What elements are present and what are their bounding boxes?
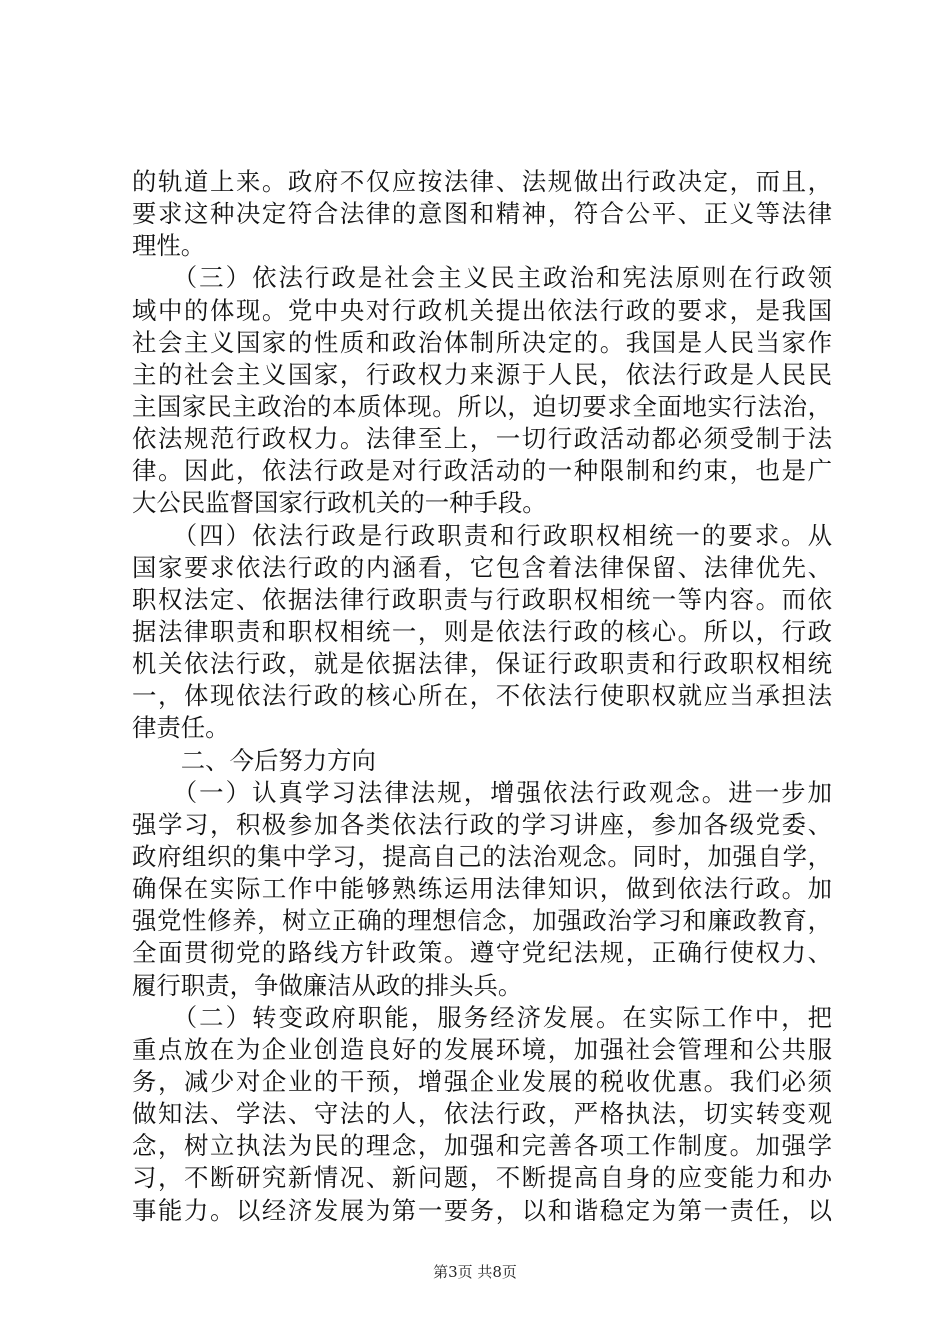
text-line: 大公民监督国家行政机关的一种手段。 (132, 488, 547, 518)
text-line: 国家要求依法行政的内涵看，它包含着法律保留、法律优先、 (132, 552, 832, 582)
text-line: 律责任。 (132, 713, 230, 743)
text-line: 确保在实际工作中能够熟练运用法律知识，做到依法行政。加 (132, 874, 832, 904)
text-line: 重点放在为企业创造良好的发展环境，加强社会管理和公共服 (132, 1034, 832, 1064)
text-line: （二）转变政府职能，服务经济发展。在实际工作中，把 (132, 1002, 832, 1032)
text-line: 主的社会主义国家，行政权力来源于人民，依法行政是人民民 (132, 359, 832, 389)
text-line: 做知法、学法、守法的人，依法行政，严格执法，切实转变观 (132, 1099, 832, 1129)
text-line: 履行职责，争做廉洁从政的排头兵。 (132, 970, 523, 1000)
text-line: 政府组织的集中学习，提高自己的法治观念。同时，加强自学， (132, 841, 832, 871)
text-line: 律。因此，依法行政是对行政活动的一种限制和约束，也是广 (132, 456, 832, 486)
section-heading: 二、今后努力方向 (132, 745, 376, 775)
text-line: 的轨道上来。政府不仅应按法律、法规做出行政决定，而且， (132, 167, 832, 196)
text-line: 职权法定、依据法律行政职责与行政职权相统一等内容。而依 (132, 584, 832, 614)
text-line: 念，树立执法为民的理念，加强和完善各项工作制度。加强学 (132, 1131, 832, 1161)
text-line: 强党性修养，树立正确的理想信念，加强政治学习和廉政教育， (132, 906, 832, 936)
text-line: 域中的体现。党中央对行政机关提出依法行政的要求，是我国 (132, 295, 832, 325)
text-line: 一，体现依法行政的核心所在，不依法行使职权就应当承担法 (132, 681, 832, 711)
text-line: 习，不断研究新情况、新问题，不断提高自身的应变能力和办 (132, 1163, 832, 1193)
text-line: （四）依法行政是行政职责和行政职权相统一的要求。从 (132, 520, 832, 550)
text-line: 要求这种决定符合法律的意图和精神，符合公平、正义等法律 (132, 199, 832, 229)
text-line: 据法律职责和职权相统一，则是依法行政的核心。所以，行政 (132, 616, 832, 646)
text-line: 理性。 (132, 231, 206, 261)
page-number-footer: 第3页 共8页 (433, 1263, 517, 1281)
text-line: 依法规范行政权力。法律至上，一切行政活动都必须受制于法 (132, 424, 832, 454)
text-line: （一）认真学习法律法规，增强依法行政观念。进一步加 (132, 777, 832, 807)
text-line: 务，减少对企业的干预，增强企业发展的税收优惠。我们必须 (132, 1066, 832, 1096)
text-line: 事能力。以经济发展为第一要务，以和谐稳定为第一责任，以 (132, 1195, 832, 1225)
text-line: 强学习，积极参加各类依法行政的学习讲座，参加各级党委、 (132, 809, 832, 839)
text-line: （三）依法行政是社会主义民主政治和宪法原则在行政领 (132, 263, 832, 293)
text-line: 机关依法行政，就是依据法律，保证行政职责和行政职权相统 (132, 649, 832, 679)
text-line: 主国家民主政治的本质体现。所以，迫切要求全面地实行法治， (132, 391, 832, 421)
text-line: 全面贯彻党的路线方针政策。遵守党纪法规，正确行使权力、 (132, 938, 832, 968)
document-body (132, 166, 832, 1227)
text-line: 社会主义国家的性质和政治体制所决定的。我国是人民当家作 (132, 327, 832, 357)
